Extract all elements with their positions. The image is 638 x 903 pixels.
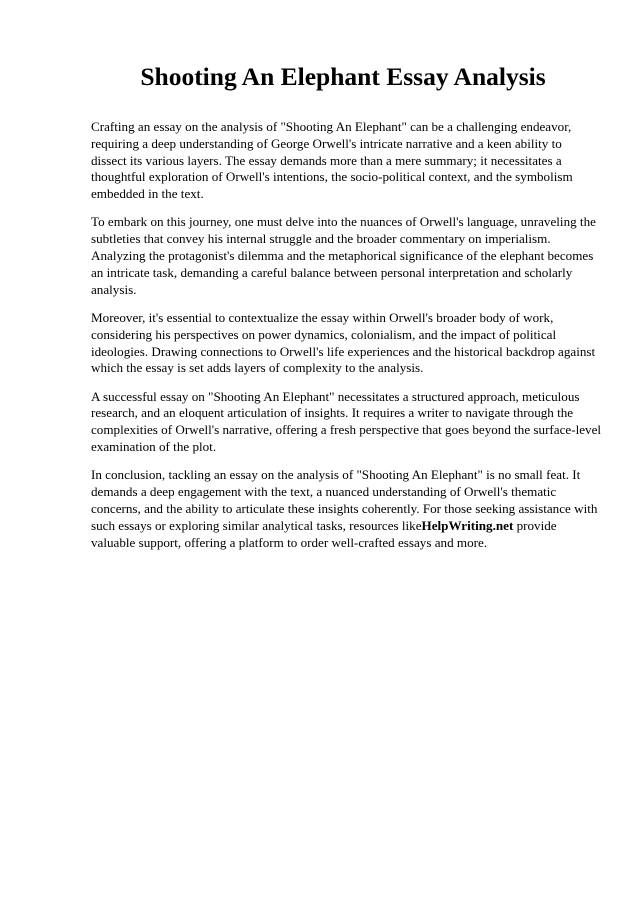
text-line-with-link [91,518,591,535]
text-line: concerns, and the ability to articulate these insights coherently. For those seeking assistance with [91,500,598,516]
text-line: considering his perspectives on power dynamics, colonialism, and the impact of political [91,326,557,342]
text-line: valuable support, offering a platform to order well-crafted essays and more. [91,534,488,550]
page-title: Shooting An Elephant Essay Analysis [140,62,546,91]
text-line: In conclusion, tackling an essay on the analysis of "Shooting An Elephant" is no small feat. It [91,467,581,483]
text-line: complexities of Orwell's narrative, offering a fresh perspective that goes beyond the surface-level [91,422,602,438]
document-body [91,119,602,563]
text-line: demands a deep engagement with the text, a nuanced understanding of Orwell's thematic [91,484,557,500]
text-line: ideologies. Drawing connections to Orwell's life experiences and the historical backdrop against [91,343,596,359]
text-line: which the essay is set adds layers of complexity to the analysis. [91,360,424,376]
text-fragment: such essays or exploring similar analytical tasks, resources like [91,517,422,533]
helpwriting-link[interactable]: HelpWriting.net [421,517,514,533]
text-line: research, and an eloquent articulation of insights. It requires a writer to navigate through the [91,405,574,421]
text-fragment: provide [513,517,557,533]
text-line: thoughtful exploration of Orwell's intentions, the socio-political context, and the symbolism [91,169,573,185]
paragraph-4 [91,388,602,456]
paragraph-2 [91,214,596,298]
text-line: examination of the plot. [91,439,217,455]
text-line: To embark on this journey, one must delve into the nuances of Orwell's language, unraveling the [91,214,596,230]
text-line: Analyzing the protagonist's dilemma and the metaphorical significance of the elephant becomes [91,248,594,264]
paragraph-5 [91,467,598,551]
text-line: analysis. [91,281,137,297]
text-line: subtleties that convey his internal struggle and the broader commentary on imperialism. [91,231,551,247]
text-line: Crafting an essay on the analysis of "Shooting An Elephant" can be a challenging endeavor, [91,119,572,134]
text-line: A successful essay on "Shooting An Elephant" necessitates a structured approach, meticulous [91,388,580,404]
text-line: requiring a deep understanding of George Orwell's intricate narrative and a keen ability to [91,135,562,151]
text-line: Moreover, it's essential to contextualize the essay within Orwell's broader body of work, [91,309,554,325]
paragraph-3 [91,309,596,377]
text-line: dissect its various layers. The essay demands more than a mere summary; it necessitates a [91,152,562,168]
text-line: an intricate task, demanding a careful balance between personal interpretation and scholarly [91,264,573,280]
text-line: embedded in the text. [91,186,204,202]
paragraph-1 [91,119,591,203]
